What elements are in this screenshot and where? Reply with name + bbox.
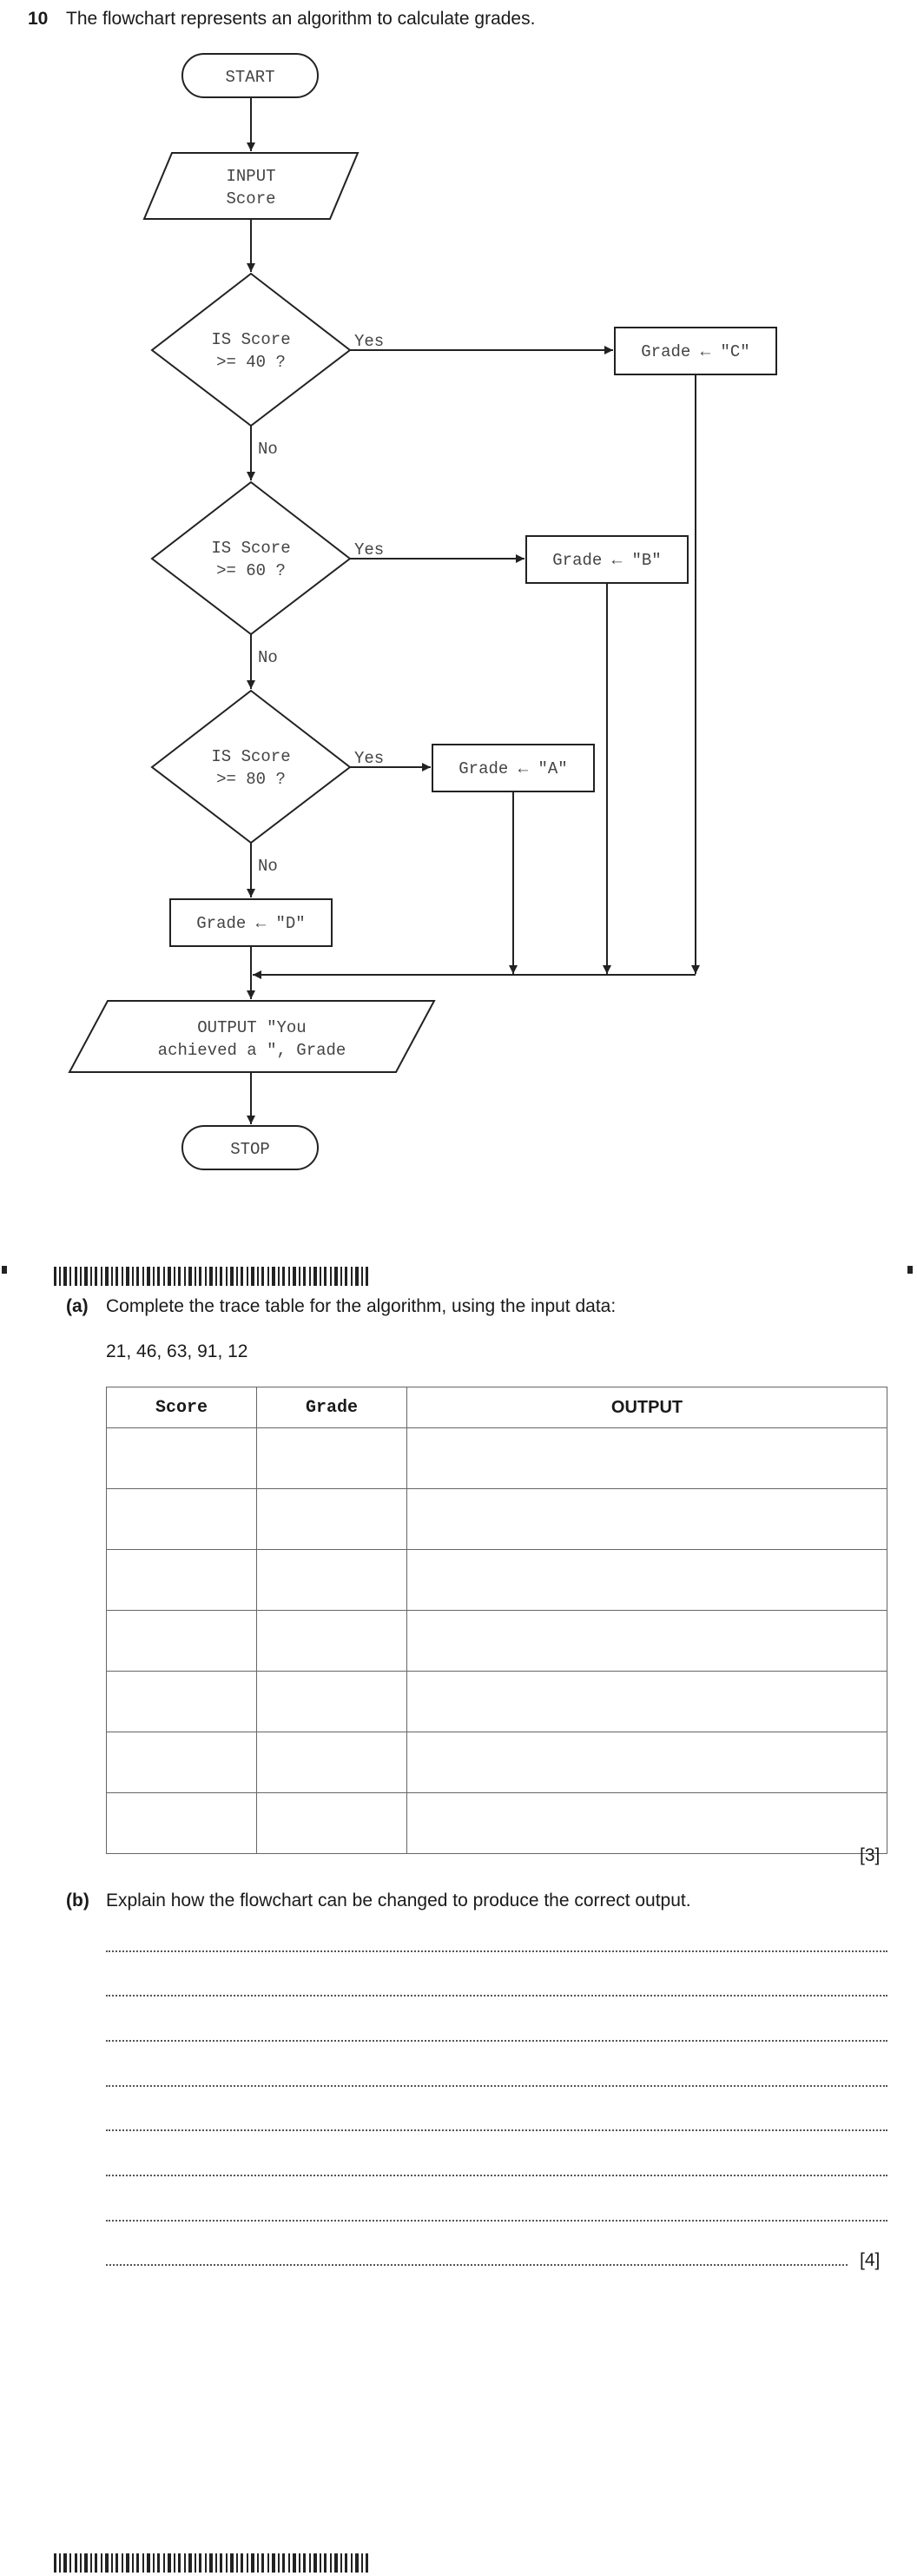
- score-cell[interactable]: [107, 1428, 257, 1489]
- table-row: [107, 1793, 887, 1854]
- part-a-instruction: (a) Complete the trace table for the algorithm, using the input data:: [66, 1296, 617, 1316]
- decision-40-line2: >= 40 ?: [216, 353, 286, 372]
- trace-table-header: [107, 1387, 887, 1428]
- part-a-label: (a): [66, 1296, 89, 1316]
- score-cell[interactable]: [107, 1550, 257, 1611]
- registration-mark-left: [2, 1266, 7, 1274]
- decision-60-line1: IS Score: [211, 539, 291, 558]
- trace-table: [106, 1387, 887, 1854]
- answer-line[interactable]: [106, 2129, 887, 2131]
- decision-60: [152, 482, 350, 634]
- answer-line[interactable]: [106, 2264, 848, 2266]
- assign-b-label: Grade ← "B": [552, 551, 662, 570]
- header-grade: Grade: [257, 1387, 407, 1428]
- registration-mark-right: [907, 1266, 913, 1274]
- no-label-40: No: [258, 440, 278, 459]
- output-cell[interactable]: [407, 1672, 887, 1732]
- answer-line[interactable]: [106, 2040, 887, 2042]
- yes-label-40: Yes: [354, 332, 385, 351]
- part-b-marks: [4]: [860, 2250, 881, 2270]
- grade-cell[interactable]: [257, 1793, 407, 1854]
- decision-40-line1: IS Score: [211, 330, 291, 349]
- assign-c-label: Grade ← "C": [641, 342, 750, 361]
- answer-line[interactable]: [106, 2085, 887, 2087]
- stop-label: STOP: [230, 1140, 270, 1159]
- header-score: Score: [107, 1387, 257, 1428]
- grade-cell[interactable]: [257, 1489, 407, 1550]
- assign-d-label: Grade ← "D": [196, 914, 306, 933]
- yes-label-80: Yes: [354, 749, 385, 768]
- score-cell[interactable]: [107, 1672, 257, 1732]
- answer-line[interactable]: [106, 1995, 887, 1997]
- question-number: 10: [28, 9, 49, 29]
- table-row: [107, 1428, 887, 1489]
- score-cell[interactable]: [107, 1611, 257, 1672]
- grade-cell[interactable]: [257, 1672, 407, 1732]
- decision-80-line1: IS Score: [211, 747, 291, 766]
- table-row: [107, 1550, 887, 1611]
- answer-line[interactable]: [106, 1950, 887, 1952]
- answer-line[interactable]: [106, 2175, 887, 2176]
- part-b-instruction: (b) Explain how the flowchart can be changed to produce the correct output.: [66, 1891, 691, 1910]
- decision-40: [152, 274, 350, 426]
- decision-80: [152, 691, 350, 843]
- part-a-marks: [3]: [860, 1845, 881, 1865]
- decision-60-line2: >= 60 ?: [216, 561, 286, 580]
- assign-a-label: Grade ← "A": [458, 759, 568, 778]
- grade-cell[interactable]: [257, 1732, 407, 1793]
- output-cell[interactable]: [407, 1428, 887, 1489]
- grade-cell[interactable]: [257, 1550, 407, 1611]
- barcode-top: [54, 1267, 368, 1286]
- score-cell[interactable]: [107, 1489, 257, 1550]
- grade-cell[interactable]: [257, 1428, 407, 1489]
- no-label-80: No: [258, 857, 278, 876]
- decision-80-line2: >= 80 ?: [216, 770, 286, 789]
- input-parallelogram: [144, 153, 358, 219]
- barcode-bottom: [54, 2553, 368, 2573]
- part-a-input-data: 21, 46, 63, 91, 12: [106, 1341, 248, 1361]
- output-cell[interactable]: [407, 1489, 887, 1550]
- part-b-label: (b): [66, 1891, 89, 1910]
- header-output: OUTPUT: [407, 1387, 887, 1428]
- output-label-2: achieved a ", Grade: [157, 1041, 346, 1060]
- table-row: [107, 1672, 887, 1732]
- yes-label-60: Yes: [354, 540, 385, 560]
- question-intro: The flowchart represents an algorithm to calculate grades.: [66, 9, 536, 29]
- table-row: [107, 1732, 887, 1793]
- table-row: [107, 1611, 887, 1672]
- answer-line[interactable]: [106, 2220, 887, 2222]
- input-label-1: INPUT: [226, 167, 276, 186]
- score-cell[interactable]: [107, 1793, 257, 1854]
- input-label-2: Score: [226, 189, 276, 209]
- grade-flowchart: [0, 35, 917, 1182]
- output-cell[interactable]: [407, 1550, 887, 1611]
- grade-cell[interactable]: [257, 1611, 407, 1672]
- table-row: [107, 1489, 887, 1550]
- score-cell[interactable]: [107, 1732, 257, 1793]
- start-label: START: [225, 68, 275, 87]
- output-label-1: OUTPUT "You: [197, 1018, 307, 1037]
- output-cell[interactable]: [407, 1611, 887, 1672]
- output-cell[interactable]: [407, 1793, 887, 1854]
- no-label-60: No: [258, 648, 278, 667]
- output-cell[interactable]: [407, 1732, 887, 1793]
